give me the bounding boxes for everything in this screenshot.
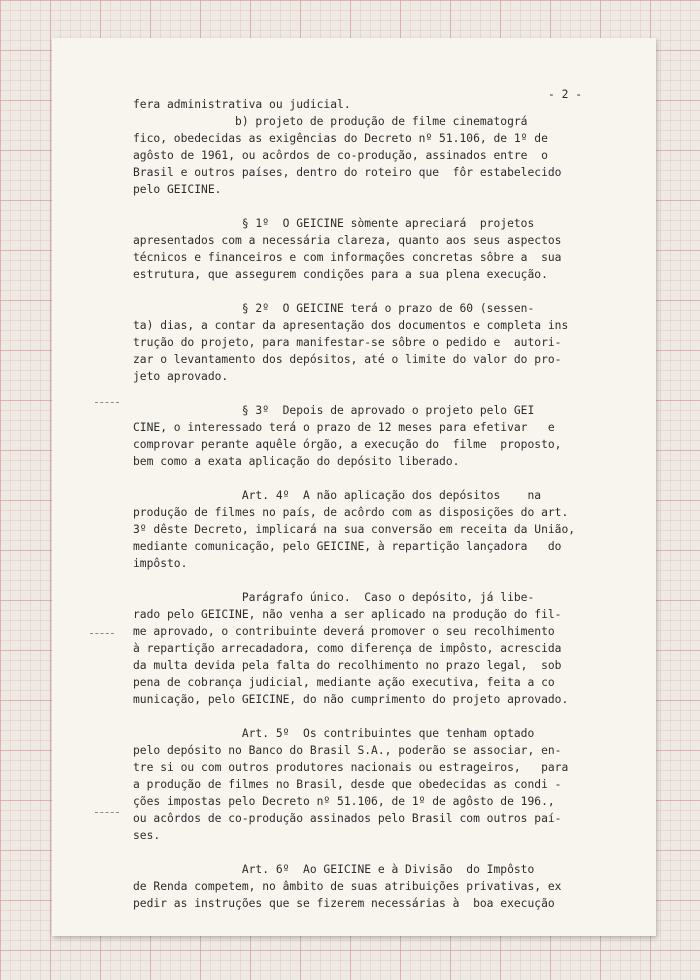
text-line: zar o levantamento dos depósitos, até o limite do valor do pro- bbox=[133, 353, 562, 366]
text-line: produção de filmes no país, de acôrdo com as disposições do art. bbox=[133, 506, 569, 519]
text-line: a produção de filmes no Brasil, desde que obedecidas as condi - bbox=[133, 778, 562, 791]
text-line: 3º dêste Decreto, implicará na sua conversão em receita da União, bbox=[133, 523, 576, 536]
text-line: de Renda competem, no âmbito de suas atribuições privativas, ex bbox=[133, 880, 562, 893]
text-line bbox=[133, 572, 575, 589]
typewritten-body bbox=[133, 96, 575, 912]
text-line: tre si ou com outros produtores nacionais ou estrageiros, para bbox=[133, 761, 569, 774]
text-line: rado pelo GEICINE, não venha a ser aplicado na produção do fil- bbox=[133, 608, 562, 621]
text-line: municação, pelo GEICINE, do não cumprimento do projeto aprovado. bbox=[133, 693, 569, 706]
text-line: me aprovado, o contribuinte deverá promover o seu recolhimento bbox=[133, 625, 555, 638]
text-line: bem como a exata aplicação do depósito liberado. bbox=[133, 455, 460, 468]
margin-tick-mark bbox=[95, 402, 119, 403]
text-line: fico, obedecidas as exigências do Decreto nº 51.106, de 1º de bbox=[133, 132, 548, 145]
text-line bbox=[133, 470, 575, 487]
text-line: Art. 6º Ao GEICINE e à Divisão do Impôsto bbox=[133, 863, 535, 876]
text-line: CINE, o interessado terá o prazo de 12 meses para efetivar e bbox=[133, 421, 555, 434]
text-line: pena de cobrança judicial, mediante ação executiva, feita a co bbox=[133, 676, 555, 689]
margin-tick-mark bbox=[90, 633, 114, 634]
page-number: - 2 - bbox=[548, 88, 583, 101]
text-line: à repartição arrecadadora, como diferença de impôsto, acrescida bbox=[133, 642, 562, 655]
text-line bbox=[133, 283, 575, 300]
text-line: da multa devida pela falta do recolhimento no prazo legal, sob bbox=[133, 659, 562, 672]
text-line: § 2º O GEICINE terá o prazo de 60 (sessen- bbox=[133, 302, 535, 315]
text-line bbox=[133, 385, 575, 402]
text-line: impôsto. bbox=[133, 557, 188, 570]
text-line: técnicos e financeiros e com informações concretas sôbre a sua bbox=[133, 251, 562, 264]
text-line: jeto aprovado. bbox=[133, 370, 229, 383]
text-line: pelo GEICINE. bbox=[133, 183, 222, 196]
text-line bbox=[133, 198, 575, 215]
text-line: agôsto de 1961, ou acôrdos de co-produção, assinados entre o bbox=[133, 149, 548, 162]
text-line: § 1º O GEICINE sòmente apreciará projetos bbox=[133, 217, 535, 230]
text-line: pedir as instruções que se fizerem necessárias à boa execução bbox=[133, 897, 555, 910]
text-line: § 3º Depois de aprovado o projeto pelo GEI bbox=[133, 404, 535, 417]
margin-tick-mark bbox=[95, 812, 119, 813]
text-line: Brasil e outros países, dentro do roteiro que fôr estabelecido bbox=[133, 166, 562, 179]
text-line: estrutura, que assegurem condições para a sua plena execução. bbox=[133, 268, 548, 281]
text-line: Parágrafo único. Caso o depósito, já libe- bbox=[133, 591, 535, 604]
text-line: pelo depósito no Banco do Brasil S.A., poderão se associar, en- bbox=[133, 744, 562, 757]
text-line: apresentados com a necessária clareza, quanto aos seus aspectos bbox=[133, 234, 562, 247]
text-line bbox=[133, 844, 575, 861]
text-line bbox=[133, 708, 575, 725]
text-line: fera administrativa ou judicial. bbox=[133, 98, 351, 111]
text-line: mediante comunicação, pelo GEICINE, à repartição lançadora do bbox=[133, 540, 562, 553]
text-line: ções impostas pelo Decreto nº 51.106, de 1º de agôsto de 196., bbox=[133, 795, 555, 808]
text-line: Art. 4º A não aplicação dos depósitos na bbox=[133, 489, 542, 502]
text-line: ses. bbox=[133, 829, 161, 842]
text-line: trução do projeto, para manifestar-se sôbre o pedido e autori- bbox=[133, 336, 562, 349]
text-line: b) projeto de produção de filme cinematográ bbox=[133, 115, 528, 128]
text-line: comprovar perante aquêle órgão, a execução do filme proposto, bbox=[133, 438, 562, 451]
text-line: ta) dias, a contar da apresentação dos documentos e completa ins bbox=[133, 319, 569, 332]
text-line: Art. 5º Os contribuintes que tenham optado bbox=[133, 727, 535, 740]
text-line: ou acôrdos de co-produção assinados pelo Brasil com outros paí- bbox=[133, 812, 562, 825]
